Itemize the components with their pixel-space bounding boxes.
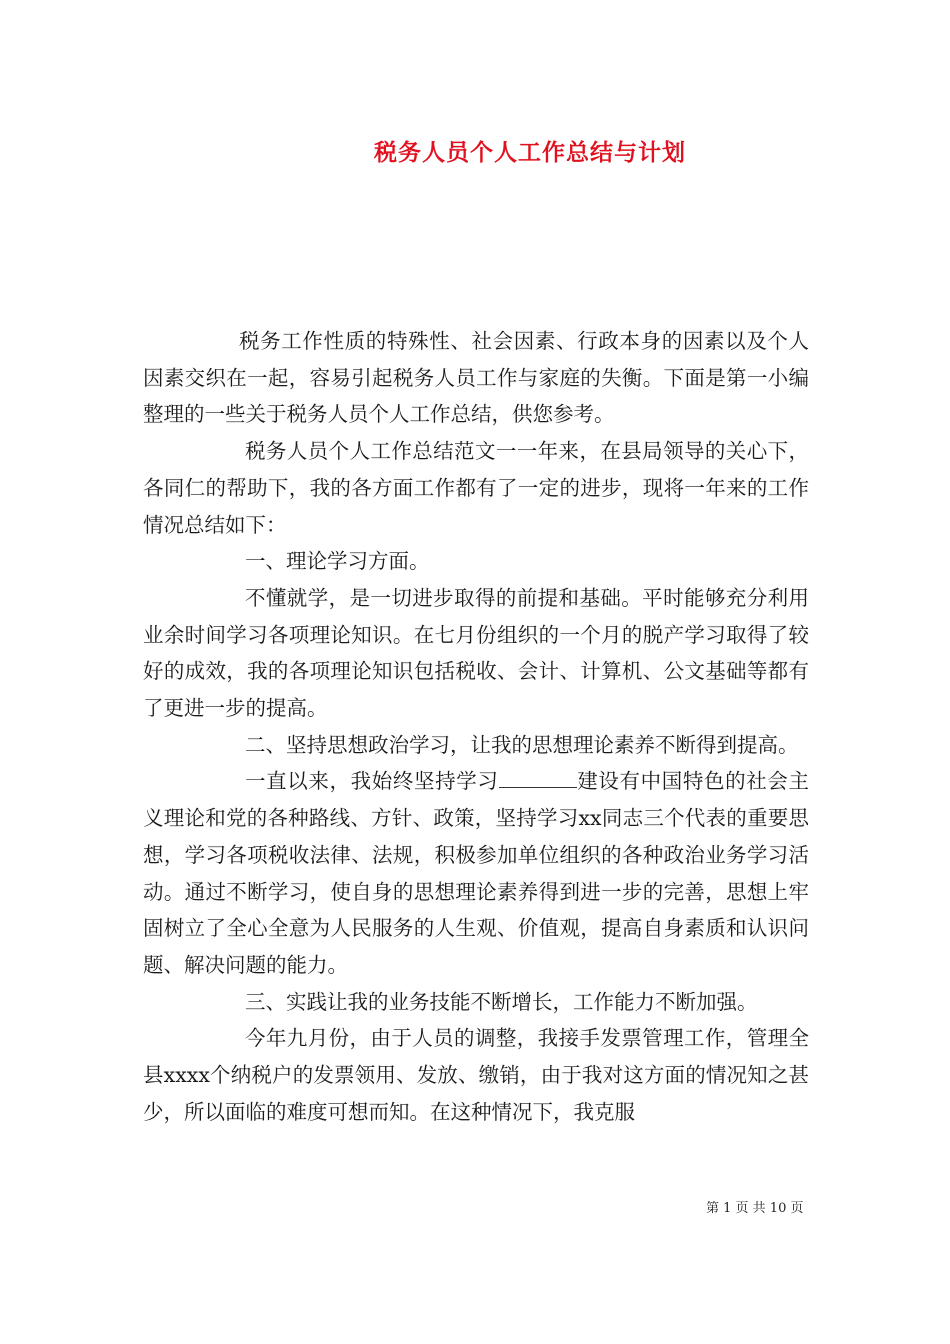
- paragraph-invoice-management: 今年九月份，由于人员的调整，我接手发票管理工作，管理全县xxxx个纳税户的发票领用、发放、缴销，由于我对这方面的情况知之甚少，所以面临的难度可想而知。在这种情况下，我克服: [143, 1026, 809, 1124]
- page-title: 税务人员个人工作总结与计划: [374, 139, 686, 166]
- fill-in-blank: [499, 769, 577, 788]
- political-study-text-before: 一直以来，我始终坚持学习: [245, 769, 499, 794]
- political-study-text-after: 建设有中国特色的社会主义理论和党的各种路线、方针、政策，坚持学习xx同志三个代表的重要思想，学习各项税收法律、法规，积极参加单位组织的各种政治业务学习活动。通过不断学习，使自身的思想理论素养得到进一步的完善，思想上牢固树立了全心全意为人民服务的人生观、价值观，提高自身素质和认识问题、解决问题的能力。: [143, 769, 810, 977]
- document-body: [143, 323, 809, 1130]
- heading-political-study: 二、坚持思想政治学习，让我的思想理论素养不断得到提高。: [245, 732, 799, 757]
- heading-theory-study: 一、理论学习方面。: [245, 549, 430, 574]
- paragraph-sample-opening: 税务人员个人工作总结范文一一年来，在县局领导的关心下，各同仁的帮助下，我的各方面工作都有了一定的进步，现将一年来的工作情况总结如下：: [143, 439, 809, 537]
- page-number-footer: 第 1 页 共 10 页: [706, 1201, 804, 1216]
- heading-practice: 三、实践让我的业务技能不断增长，工作能力不断加强。: [245, 989, 758, 1014]
- paragraph-political-study: [143, 763, 809, 983]
- paragraph-theory-study: 不懂就学，是一切进步取得的前提和基础。平时能够充分利用业余时间学习各项理论知识。在七月份组织的一个月的脱产学习取得了较好的成效，我的各项理论知识包括税收、会计、计算机、公文基础等都有了更进一步的提高。: [143, 585, 809, 721]
- paragraph-intro: 税务工作性质的特殊性、社会因素、行政本身的因素以及个人因素交织在一起，容易引起税务人员工作与家庭的失衡。下面是第一小编整理的一些关于税务人员个人工作总结，供您参考。: [143, 329, 809, 427]
